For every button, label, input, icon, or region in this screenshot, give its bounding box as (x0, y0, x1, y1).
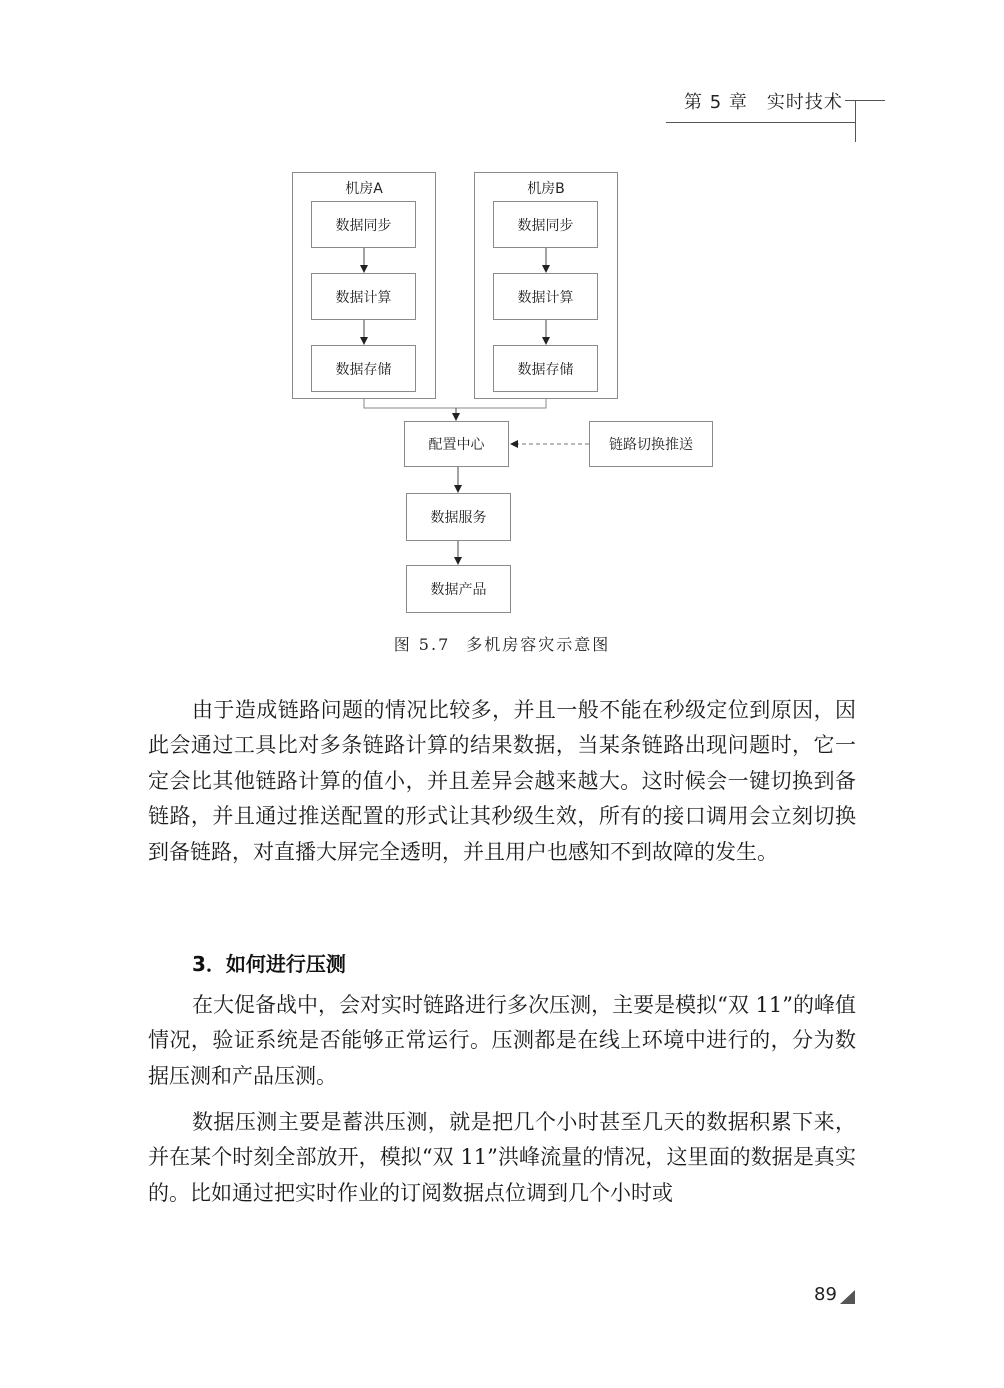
room-b-step-sync: 数据同步 (493, 201, 598, 248)
room-a-label: 机房A (345, 181, 383, 197)
figure-caption (0, 632, 1004, 655)
section-heading: 3．如何进行压测 (192, 952, 346, 976)
page-corner-triangle-icon (840, 1290, 855, 1304)
switch-push-box: 链路切换推送 (589, 421, 713, 467)
chapter-header: 第 5 章 实时技术 (684, 92, 843, 113)
room-b-step-compute: 数据计算 (493, 273, 598, 320)
data-service-box: 数据服务 (406, 493, 511, 541)
paragraph-3: 数据压测主要是蓄洪压测，就是把几个小时甚至几天的数据积累下来，并在某个时刻全部放开，模拟“双 11”洪峰流量的情况，这里面的数据是真实的。比如通过把实时作业的订阅数据点位调到几个小时或 (148, 1110, 856, 1205)
figure-number: 图 5.7 (393, 635, 451, 654)
connector-rooms-to-config (364, 399, 546, 408)
data-product-box: 数据产品 (406, 565, 511, 613)
page-number: 89 (814, 1284, 837, 1305)
figure-title: 多机房容灾示意图 (466, 635, 611, 654)
room-a-step-sync: 数据同步 (311, 201, 416, 248)
room-a-step-store: 数据存储 (311, 345, 416, 392)
room-b-label: 机房B (527, 181, 565, 197)
room-a-step-compute: 数据计算 (311, 273, 416, 320)
config-center-box: 配置中心 (404, 421, 509, 467)
room-b-step-store: 数据存储 (493, 345, 598, 392)
multi-datacenter-diagram (0, 0, 1004, 640)
paragraph-1: 由于造成链路问题的情况比较多，并且一般不能在秒级定位到原因，因此会通过工具比对多条链路计算的结果数据，当某条链路出现问题时，它一定会比其他链路计算的值小，并且差异会越来越大。这时候会一键切换到备链路，并且通过推送配置的形式让其秒级生效，所有的接口调用会立刻切换到备链路，对直播大屏完全透明，并且用户也感知不到故障的发生。 (148, 698, 856, 864)
paragraph-2: 在大促备战中，会对实时链路进行多次压测，主要是模拟“双 11”的峰值情况，验证系统是否能够正常运行。压测都是在线上环境中进行的，分为数据压测和产品压测。 (148, 993, 856, 1088)
